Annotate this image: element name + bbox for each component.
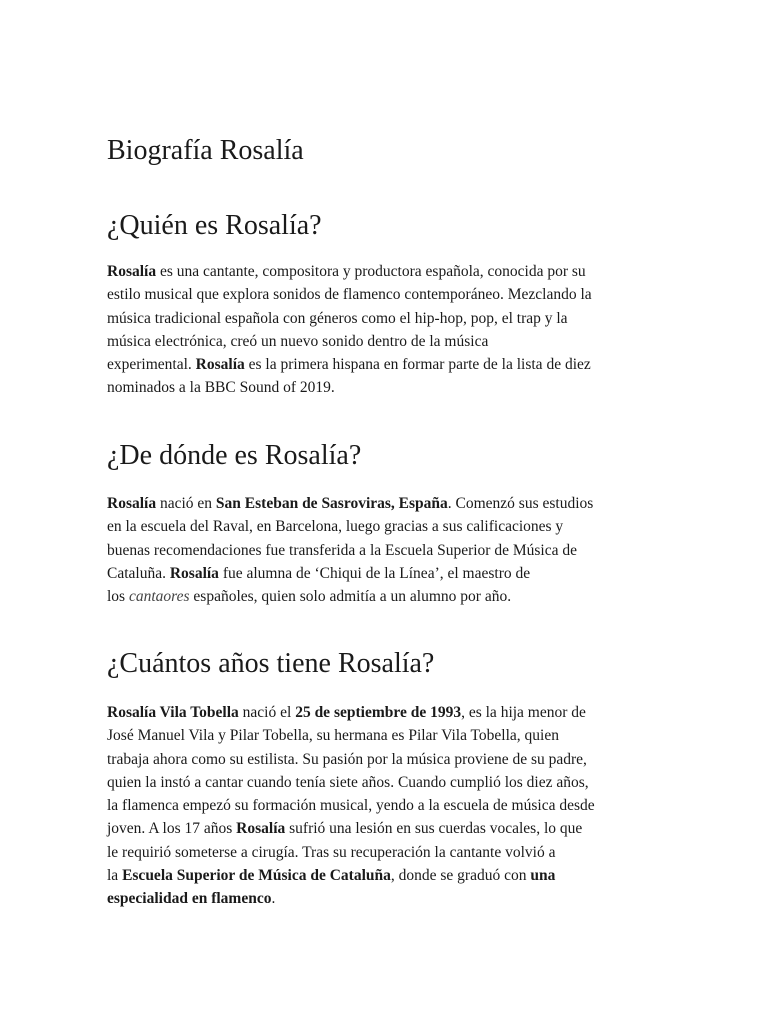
text-run: nació el [238,704,296,721]
text-run: nació en [156,495,216,512]
paragraph-line [107,492,667,515]
bold-text: Rosalía [195,356,245,374]
bold-text: una [530,867,556,885]
text-run: música electrónica, creó un nuevo sonido dentro de la música [107,332,489,350]
paragraph-line [107,794,667,817]
text-run: sufrió una lesión en sus cuerdas vocales, lo que [285,820,583,838]
bold-text: Rosalía [107,263,157,280]
bold-text: San Esteban de Sasroviras, España [215,495,448,512]
text-run: en la escuela del Raval, en Barcelona, luego gracias a sus calificaciones y [107,518,564,536]
section-paragraph-quien [107,260,667,400]
bold-text: Escuela Superior de Música de Cataluña [122,867,391,885]
text-run: buenas recomendaciones fue transferida a la Escuela Superior de Música de [107,541,577,559]
text-run: le requirió someterse a cirugía. Tras su recuperación la cantante volvió a [107,843,556,861]
paragraph-line [107,701,667,724]
paragraph-line [107,330,667,353]
text-run: , donde se graduó con [390,867,531,885]
text-run: la flamenca empezó su formación musical, yendo a la escuela de música desde [107,797,595,815]
text-run: , es la hija menor de [461,704,586,721]
text-run: los [107,588,129,606]
bold-text: 25 de septiembre de 1993 [295,704,462,721]
text-run: José Manuel Vila y Pilar Tobella, su hermana es Pilar Vila Tobella, quien [107,727,559,745]
text-run: . [271,890,276,908]
paragraph-line [107,353,667,376]
italic-text: cantaores [128,588,190,606]
bold-text: especialidad en flamenco [107,890,272,908]
paragraph-line [107,376,667,399]
paragraph-line [107,724,667,747]
document-title: Biografía Rosalía [107,135,304,166]
paragraph-line [107,748,667,771]
bold-text: Rosalía [169,564,219,582]
paragraph-line [107,887,667,910]
paragraph-line [107,260,667,283]
text-run: fue alumna de ‘Chiqui de la Línea’, el maestro de [218,564,531,582]
bold-text: Rosalía [107,495,157,512]
text-run: nominados a la BBC Sound of 2019. [107,379,335,397]
paragraph-line [107,585,667,608]
section-heading-cuantos: ¿Cuántos años tiene Rosalía? [107,648,435,679]
paragraph-line [107,771,667,794]
section-paragraph-cuantos [107,701,667,911]
text-run: joven. A los 17 años [107,820,237,838]
text-run: Cataluña. [107,564,170,582]
paragraph-line [107,562,667,585]
paragraph-line [107,539,667,562]
section-heading-quien: ¿Quién es Rosalía? [107,210,322,241]
text-run: españoles, quien solo admitía a un alumno por año. [189,588,512,606]
paragraph-line [107,817,667,840]
bold-text: Rosalía Vila Tobella [107,704,239,721]
bold-text: Rosalía [236,820,286,838]
section-heading-donde: ¿De dónde es Rosalía? [107,440,362,471]
text-run: trabaja ahora como su estilista. Su pasión por la música proviene de su padre, [107,750,587,768]
text-run: es una cantante, compositora y productora española, conocida por su [156,263,586,280]
paragraph-line [107,515,667,538]
text-run: la [107,867,123,885]
paragraph-line [107,841,667,864]
text-run: quien la instó a cantar cuando tenía siete años. Cuando cumplió los diez años, [107,773,589,791]
section-paragraph-donde [107,492,667,608]
text-run: es la primera hispana en formar parte de la lista de diez [244,356,591,374]
text-run: . Comenzó sus estudios [447,495,594,512]
paragraph-line [107,307,667,330]
text-run: música tradicional española con géneros como el hip-hop, pop, el trap y la [107,309,568,327]
text-run: estilo musical que explora sonidos de flamenco contemporáneo. Mezclando la [107,286,592,304]
paragraph-line [107,283,667,306]
paragraph-line [107,864,667,887]
text-run: experimental. [107,356,196,374]
